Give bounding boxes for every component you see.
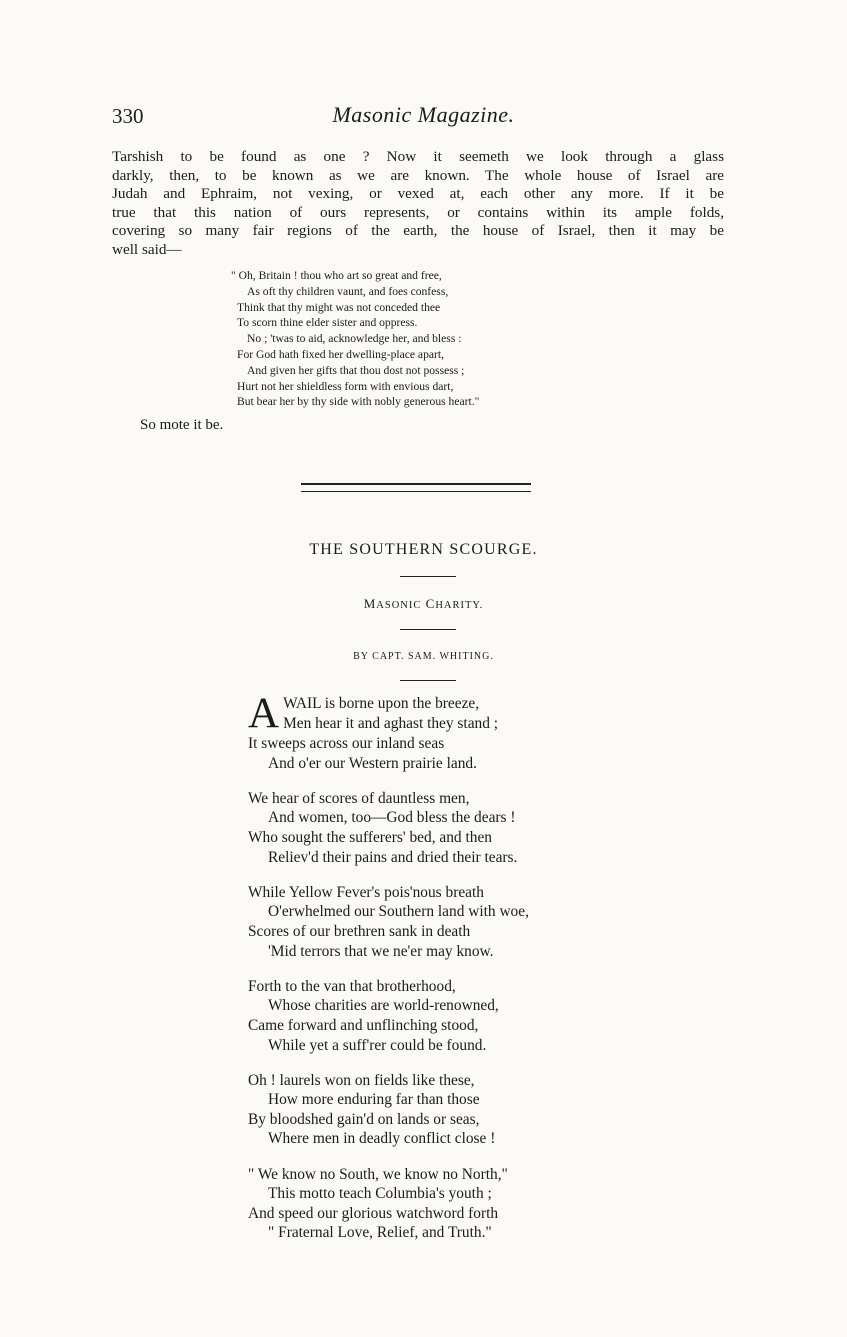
stanza	[248, 1165, 529, 1243]
quoted-poem-line: As oft thy children vaunt, and foes confess,	[247, 284, 449, 298]
poem-line: And o'er our Western prairie land.	[268, 754, 477, 772]
subtitle-cap: M	[363, 596, 377, 611]
subtitle-rule	[400, 629, 456, 630]
subtitle-smallcaps: ASONIC	[376, 600, 422, 611]
page-number: 330	[112, 104, 144, 128]
poem-line: " We know no South, we know no North,"	[248, 1165, 508, 1183]
poem-line: 'Mid terrors that we ne'er may know.	[268, 942, 494, 960]
poem-line: Oh ! laurels won on fields like these,	[248, 1071, 475, 1089]
prose-line: covering so many fair regions of the earth, the house of Israel, then it may be	[112, 222, 724, 240]
poem-line: Whose charities are world-renowned,	[268, 997, 499, 1015]
poem-line: Scores of our brethren sank in death	[248, 922, 471, 940]
closing-line: So mote it be.	[140, 417, 224, 433]
quoted-poem-line: Think that thy might was not conceded thee	[237, 300, 441, 314]
poem-line: While yet a suff'rer could be found.	[268, 1036, 487, 1054]
poem-line: While Yellow Fever's pois'nous breath	[248, 883, 484, 901]
quoted-poem-line: Hurt not her shieldless form with envious dart,	[237, 379, 454, 393]
poem-line: Men hear it and aghast they stand ;	[283, 714, 499, 732]
quoted-poem-line: And given her gifts that thou dost not possess ;	[247, 363, 465, 377]
byline: BY CAPT. SAM. WHITING.	[353, 651, 494, 662]
poem-line: We hear of scores of dauntless men,	[248, 789, 470, 807]
drop-cap: A	[248, 690, 280, 737]
quoted-poem-line: To scorn thine elder sister and oppress.	[237, 316, 418, 330]
quoted-poem-line: " Oh, Britain ! thou who art so great and free,	[231, 269, 442, 282]
article-subtitle	[0, 596, 847, 612]
stanza	[248, 1071, 529, 1149]
prose-line: darkly, then, to be known as we are known. The whole house of Israel are	[112, 166, 724, 184]
stanza	[248, 883, 529, 961]
poem-line: " Fraternal Love, Relief, and Truth."	[268, 1224, 492, 1242]
poem-line: It sweeps across our inland seas	[248, 735, 445, 752]
poem-line: This motto teach Columbia's youth ;	[268, 1185, 492, 1203]
prose-line: Judah and Ephraim, not vexing, or vexed at, each other any more. If it be	[112, 185, 724, 203]
stanza	[248, 690, 529, 773]
stanza	[248, 789, 529, 867]
subtitle-cap: C	[425, 596, 436, 611]
poem-line: And speed our glorious watchword forth	[248, 1204, 499, 1222]
quoted-poem-line: No ; 'twas to aid, acknowledge her, and bless :	[247, 332, 462, 346]
poem-line: Who sought the sufferers' bed, and then	[248, 828, 492, 846]
quoted-poem-line: For God hath fixed her dwelling-place apart,	[237, 347, 445, 361]
prose-line: well said—	[112, 240, 182, 258]
subtitle-smallcaps: HARITY.	[435, 600, 484, 611]
poem-line: O'erwhelmed our Southern land with woe,	[268, 903, 529, 921]
poem-line: Came forward and unflinching stood,	[248, 1016, 479, 1034]
prose-line: true that this nation of ours represents, or contains within its ample folds,	[112, 203, 724, 221]
section-divider	[301, 483, 531, 492]
title-rule	[400, 576, 456, 577]
prose-line: Tarshish to be found as one ? Now it seemeth we look through a glass	[112, 148, 724, 165]
poem-line: WAIL is borne upon the breeze,	[283, 695, 480, 712]
poem-line: Forth to the van that brotherhood,	[248, 977, 456, 995]
poem-line: Reliev'd their pains and dried their tears.	[268, 848, 518, 866]
stanza	[248, 977, 529, 1055]
poem-line: By bloodshed gain'd on lands or seas,	[248, 1110, 480, 1128]
quoted-poem	[231, 268, 479, 410]
quoted-poem-line: But bear her by thy side with nobly generous heart."	[237, 395, 480, 409]
byline-rule	[400, 680, 456, 681]
running-head: Masonic Magazine.	[332, 102, 515, 127]
poem-line: Where men in deadly conflict close !	[268, 1130, 496, 1148]
poem-line: And women, too—God bless the dears !	[268, 809, 516, 827]
poem-line: How more enduring far than those	[268, 1091, 480, 1109]
article-title: THE SOUTHERN SCOURGE.	[309, 541, 538, 558]
prose-paragraph	[112, 148, 724, 260]
poem	[248, 690, 529, 1243]
